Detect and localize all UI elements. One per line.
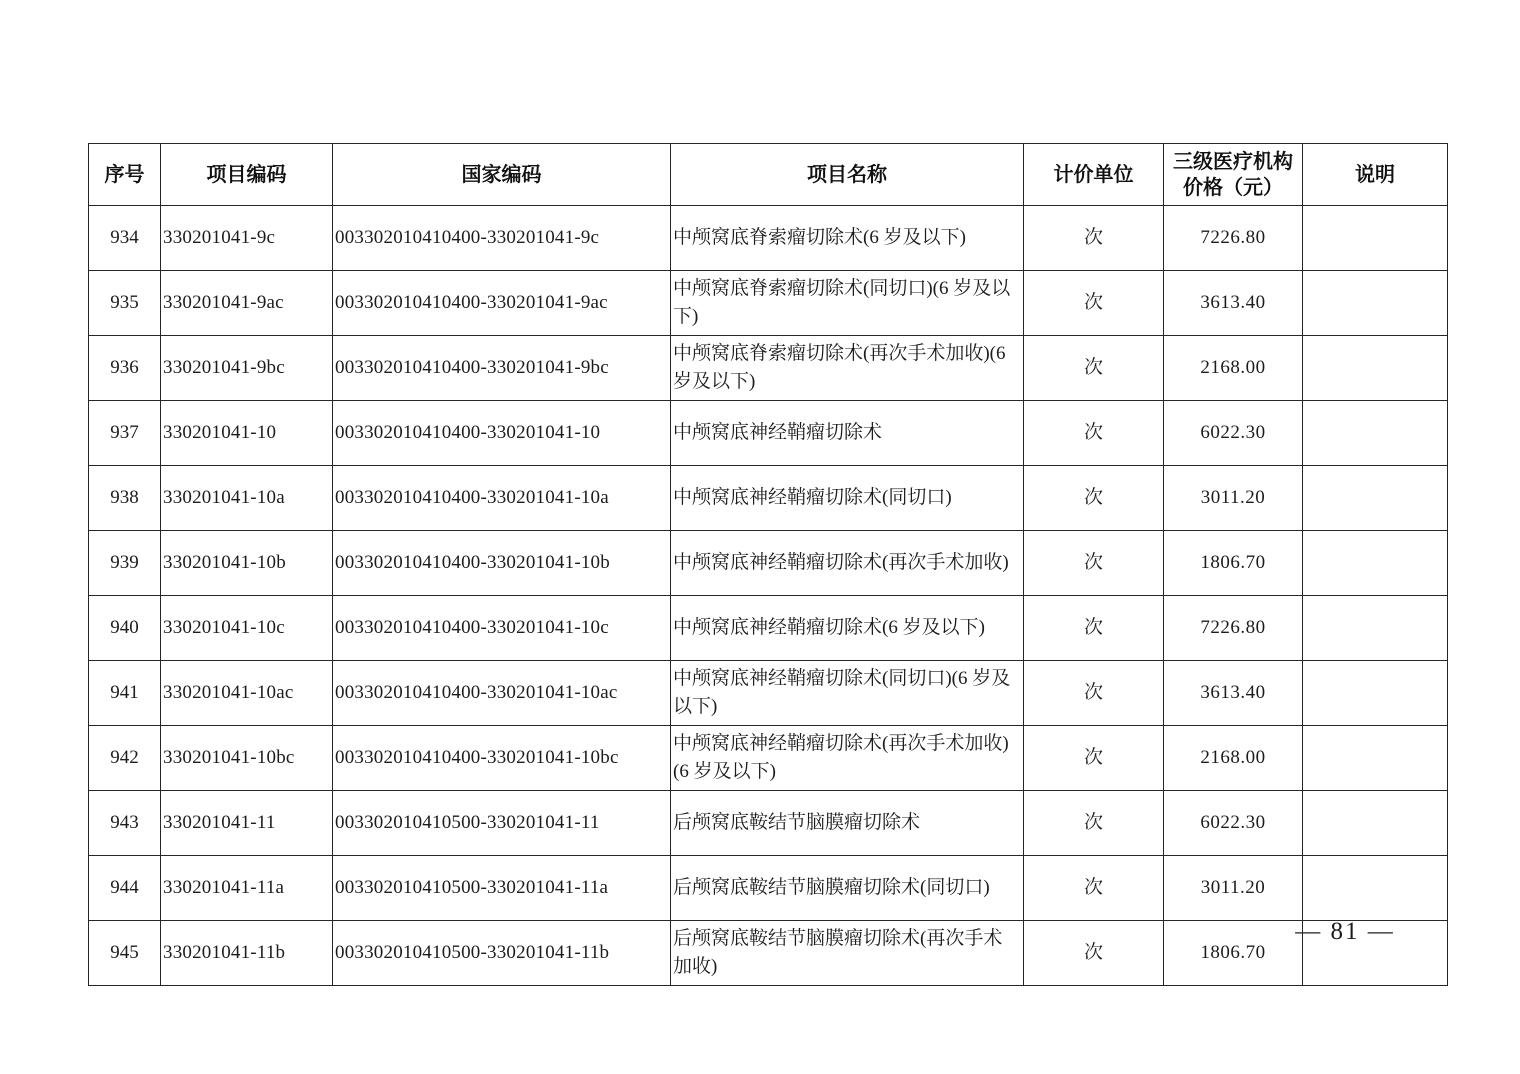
cell-unit: 次: [1024, 661, 1164, 726]
cell-note: [1303, 596, 1448, 661]
cell-national-code: 003302010410400-330201041-10bc: [333, 726, 671, 791]
header-seq: 序号: [89, 144, 161, 206]
table-header-row: [89, 144, 1448, 206]
cell-project-name: 后颅窝底鞍结节脑膜瘤切除术(同切口): [671, 856, 1024, 921]
cell-unit: 次: [1024, 856, 1164, 921]
cell-price: 6022.30: [1164, 791, 1303, 856]
cell-seq: 943: [89, 791, 161, 856]
cell-note: [1303, 726, 1448, 791]
cell-seq: 934: [89, 206, 161, 271]
cell-unit: 次: [1024, 791, 1164, 856]
cell-seq: 941: [89, 661, 161, 726]
cell-seq: 945: [89, 921, 161, 986]
cell-seq: 935: [89, 271, 161, 336]
cell-seq: 936: [89, 336, 161, 401]
cell-price: 1806.70: [1164, 921, 1303, 986]
cell-national-code: 003302010410400-330201041-10b: [333, 531, 671, 596]
cell-project-name: 中颅窝底神经鞘瘤切除术(再次手术加收): [671, 531, 1024, 596]
cell-price: 6022.30: [1164, 401, 1303, 466]
cell-national-code: 003302010410400-330201041-10a: [333, 466, 671, 531]
cell-price: 3613.40: [1164, 271, 1303, 336]
cell-note: [1303, 336, 1448, 401]
cell-project-name: 中颅窝底神经鞘瘤切除术: [671, 401, 1024, 466]
cell-national-code: 003302010410400-330201041-10ac: [333, 661, 671, 726]
cell-project-code: 330201041-10c: [161, 596, 333, 661]
cell-national-code: 003302010410400-330201041-9c: [333, 206, 671, 271]
table-row: [89, 336, 1448, 401]
cell-unit: 次: [1024, 466, 1164, 531]
table-row: [89, 596, 1448, 661]
cell-unit: 次: [1024, 596, 1164, 661]
cell-project-code: 330201041-10: [161, 401, 333, 466]
cell-note: [1303, 531, 1448, 596]
price-table: [88, 143, 1448, 986]
cell-project-code: 330201041-9bc: [161, 336, 333, 401]
cell-project-code: 330201041-11a: [161, 856, 333, 921]
cell-national-code: 003302010410500-330201041-11b: [333, 921, 671, 986]
cell-seq: 939: [89, 531, 161, 596]
cell-national-code: 003302010410500-330201041-11a: [333, 856, 671, 921]
cell-note: [1303, 206, 1448, 271]
table-row: [89, 921, 1448, 986]
cell-project-name: 中颅窝底脊索瘤切除术(再次手术加收)(6 岁及以下): [671, 336, 1024, 401]
cell-project-name: 后颅窝底鞍结节脑膜瘤切除术: [671, 791, 1024, 856]
cell-national-code: 003302010410400-330201041-10c: [333, 596, 671, 661]
cell-price: 3613.40: [1164, 661, 1303, 726]
table-row: [89, 661, 1448, 726]
header-project-name: 项目名称: [671, 144, 1024, 206]
cell-national-code: 003302010410400-330201041-10: [333, 401, 671, 466]
cell-seq: 938: [89, 466, 161, 531]
table-row: [89, 206, 1448, 271]
cell-note: [1303, 466, 1448, 531]
cell-unit: 次: [1024, 921, 1164, 986]
table-row: [89, 466, 1448, 531]
cell-project-name: 中颅窝底神经鞘瘤切除术(再次手术加收)(6 岁及以下): [671, 726, 1024, 791]
cell-project-code: 330201041-9c: [161, 206, 333, 271]
table-row: [89, 271, 1448, 336]
table-row: [89, 726, 1448, 791]
cell-project-name: 中颅窝底神经鞘瘤切除术(同切口): [671, 466, 1024, 531]
cell-project-code: 330201041-10ac: [161, 661, 333, 726]
cell-project-code: 330201041-10bc: [161, 726, 333, 791]
header-project-code: 项目编码: [161, 144, 333, 206]
cell-unit: 次: [1024, 401, 1164, 466]
cell-project-name: 后颅窝底鞍结节脑膜瘤切除术(再次手术加收): [671, 921, 1024, 986]
cell-note: [1303, 661, 1448, 726]
cell-project-code: 330201041-11: [161, 791, 333, 856]
cell-price: 2168.00: [1164, 336, 1303, 401]
cell-note: [1303, 271, 1448, 336]
cell-project-code: 330201041-11b: [161, 921, 333, 986]
cell-note: [1303, 401, 1448, 466]
header-national-code: 国家编码: [333, 144, 671, 206]
header-note: 说明: [1303, 144, 1448, 206]
cell-project-code: 330201041-10b: [161, 531, 333, 596]
cell-note: [1303, 791, 1448, 856]
cell-unit: 次: [1024, 271, 1164, 336]
cell-price: 7226.80: [1164, 206, 1303, 271]
cell-project-code: 330201041-9ac: [161, 271, 333, 336]
cell-seq: 940: [89, 596, 161, 661]
table-row: [89, 401, 1448, 466]
cell-national-code: 003302010410500-330201041-11: [333, 791, 671, 856]
cell-price: 3011.20: [1164, 856, 1303, 921]
cell-price: 2168.00: [1164, 726, 1303, 791]
cell-unit: 次: [1024, 206, 1164, 271]
table-row: [89, 531, 1448, 596]
header-price: 三级医疗机构价格（元）: [1164, 144, 1303, 206]
cell-project-name: 中颅窝底神经鞘瘤切除术(同切口)(6 岁及以下): [671, 661, 1024, 726]
cell-price: 1806.70: [1164, 531, 1303, 596]
cell-price: 3011.20: [1164, 466, 1303, 531]
cell-unit: 次: [1024, 531, 1164, 596]
header-unit: 计价单位: [1024, 144, 1164, 206]
cell-note: [1303, 856, 1448, 921]
cell-national-code: 003302010410400-330201041-9ac: [333, 271, 671, 336]
table-row: [89, 856, 1448, 921]
cell-seq: 937: [89, 401, 161, 466]
cell-unit: 次: [1024, 336, 1164, 401]
cell-national-code: 003302010410400-330201041-9bc: [333, 336, 671, 401]
cell-seq: 942: [89, 726, 161, 791]
table-row: [89, 791, 1448, 856]
page-number: — 81 —: [1295, 918, 1395, 945]
cell-project-name: 中颅窝底脊索瘤切除术(同切口)(6 岁及以下): [671, 271, 1024, 336]
cell-project-name: 中颅窝底神经鞘瘤切除术(6 岁及以下): [671, 596, 1024, 661]
cell-project-name: 中颅窝底脊索瘤切除术(6 岁及以下): [671, 206, 1024, 271]
cell-price: 7226.80: [1164, 596, 1303, 661]
cell-unit: 次: [1024, 726, 1164, 791]
cell-seq: 944: [89, 856, 161, 921]
cell-project-code: 330201041-10a: [161, 466, 333, 531]
